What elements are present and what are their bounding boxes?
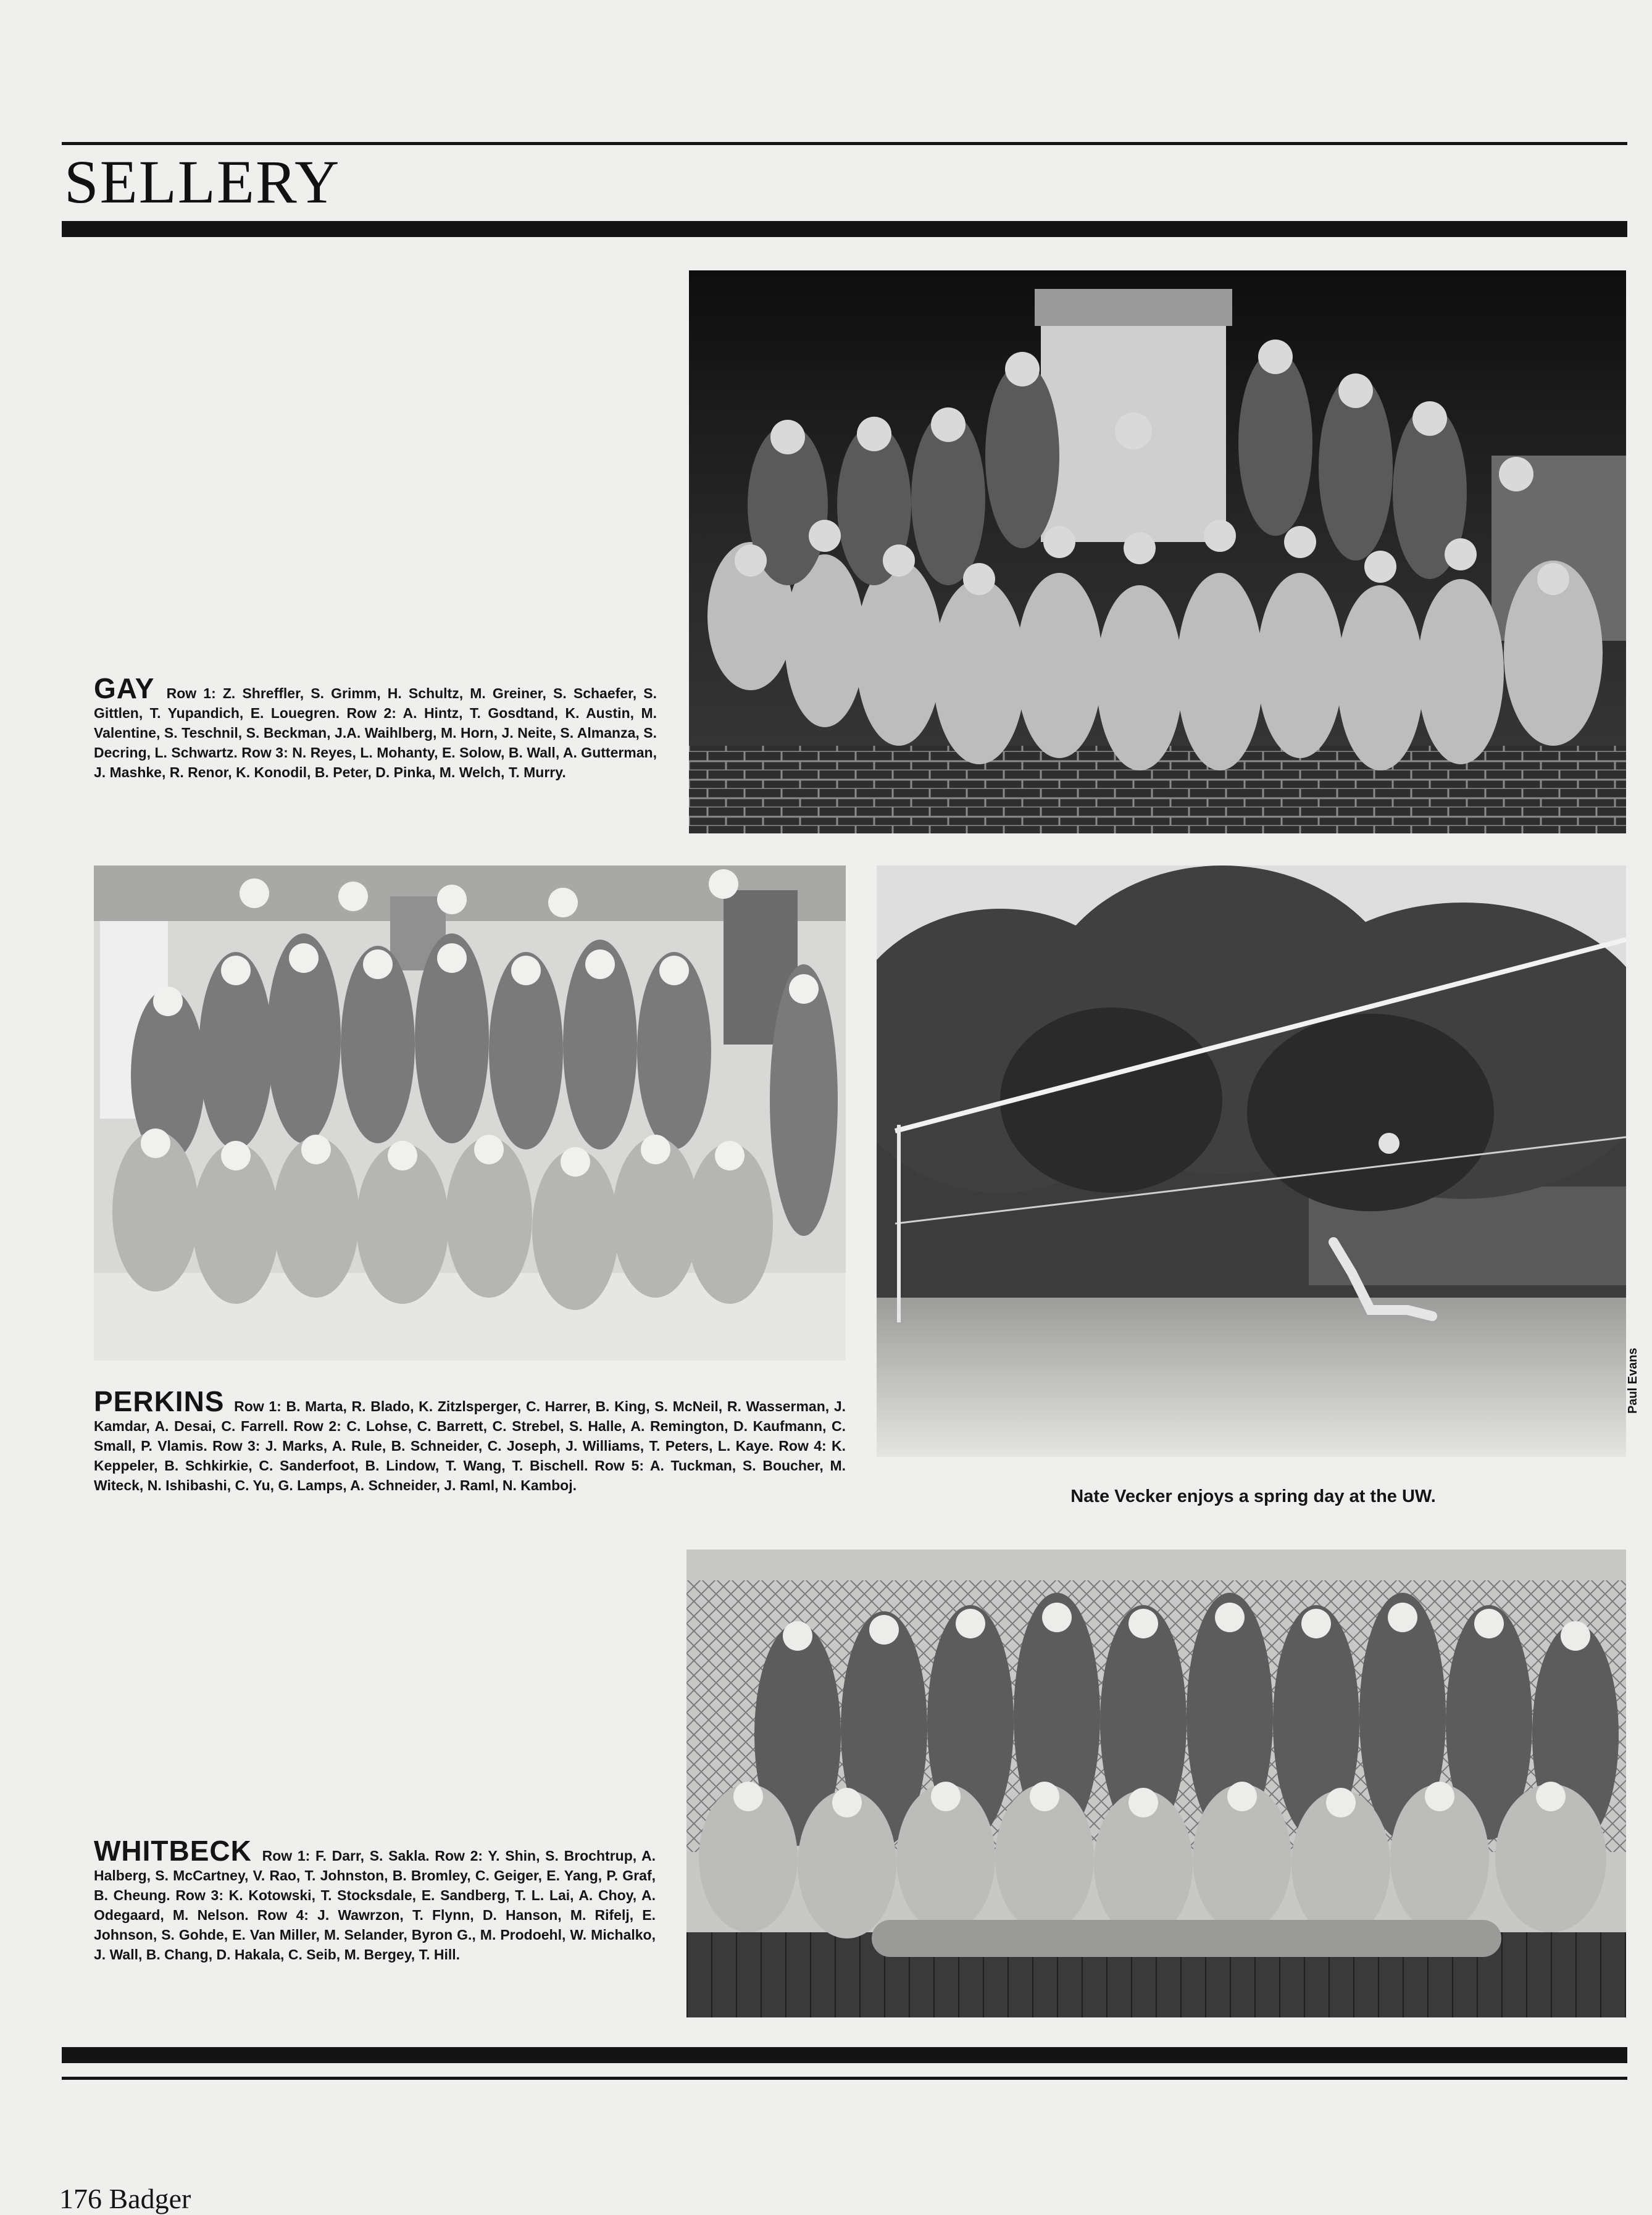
- whitbeck-group-name: WHITBECK: [94, 1835, 252, 1867]
- page-folio: 176 Badger: [59, 2183, 191, 2214]
- gay-member-list: Row 1: Z. Shreffler, S. Grimm, H. Schultz, M. Greiner, S. Schaefer, S. Gittlen, T. Yupandich, E. Louegren. Row 2: A. Hintz, T. Gosdtand, K. Austin, M. Valentine, S. Teschnil, S. Beckman, J.A. Waihlberg, M. Horn, J. Neite, S. Almanza, S. Decring, L. Schwartz. Row 3: N. Reyes, L. Mohanty, E. Solow, B. Wall, A. Gutterman, J. Mashke, R. Renor, K. Konodil, B. Peter, D. Pinka, M. Welch, T. Murry.: [94, 685, 657, 780]
- footer-thin-rule: [62, 2077, 1627, 2080]
- whitbeck-group-photo: [686, 1550, 1626, 2017]
- perkins-member-list: Row 1: B. Marta, R. Blado, K. Zitzlsperger, C. Harrer, B. King, S. McNeil, R. Wasserman, J. Kamdar, A. Desai, C. Farrell. Row 2: C. Lohse, C. Barrett, C. Strebel, S. Halle, A. Remington, D. Kaufmann, C. Small, P. Vlamis. Row 3: J. Marks, A. Rule, B. Schneider, C. Joseph, J. Williams, T. Peters, L. Kaye. Row 4: K. Keppeler, B. Schkirkie, C. Sanderfoot, B. Lindow, T. Wang, T. Bischell. Row 5: A. Tuckman, S. Boucher, M. Witeck, N. Ishibashi, C. Yu, G. Lamps, A. Schneider, J. Raml, N. Kamboj.: [94, 1398, 846, 1493]
- whitbeck-member-list: Row 1: F. Darr, S. Sakla. Row 2: Y. Shin, S. Brochtrup, A. Halberg, S. McCartney, V. Rao, T. Johnston, B. Bromley, C. Geiger, E. Yang, P. Graf, B. Cheung. Row 3: K. Kotowski, T. Stocksdale, E. Sandberg, T. L. Lai, A. Choy, A. Odegaard, M. Nelson. Row 4: J. Wawrzon, T. Flynn, D. Hanson, M. Rifelj, E. Johnson, S. Gohde, E. Van Miller, M. Selander, Byron G., M. Prodoehl, W. Michalko, J. Wall, B. Chang, D. Hakala, C. Seib, M. Bergey, T. Hill.: [94, 1848, 656, 1963]
- perkins-group-name: PERKINS: [94, 1385, 225, 1417]
- section-title: SELLERY: [64, 148, 341, 216]
- footer-thick-rule: [62, 2047, 1627, 2063]
- top-thin-rule: [62, 142, 1627, 145]
- gay-caption: [94, 672, 657, 782]
- title-thick-rule: [62, 221, 1627, 237]
- volleyball-photo-caption: Nate Vecker enjoys a spring day at the UW.: [1070, 1487, 1436, 1506]
- volleyball-photo: [877, 866, 1626, 1457]
- photo-credit: Paul Evans: [1626, 1348, 1640, 1414]
- whitbeck-caption: [94, 1835, 656, 1964]
- gay-group-photo: [689, 270, 1626, 833]
- perkins-group-photo: [94, 866, 846, 1361]
- perkins-caption: [94, 1385, 846, 1495]
- gay-group-name: GAY: [94, 672, 155, 704]
